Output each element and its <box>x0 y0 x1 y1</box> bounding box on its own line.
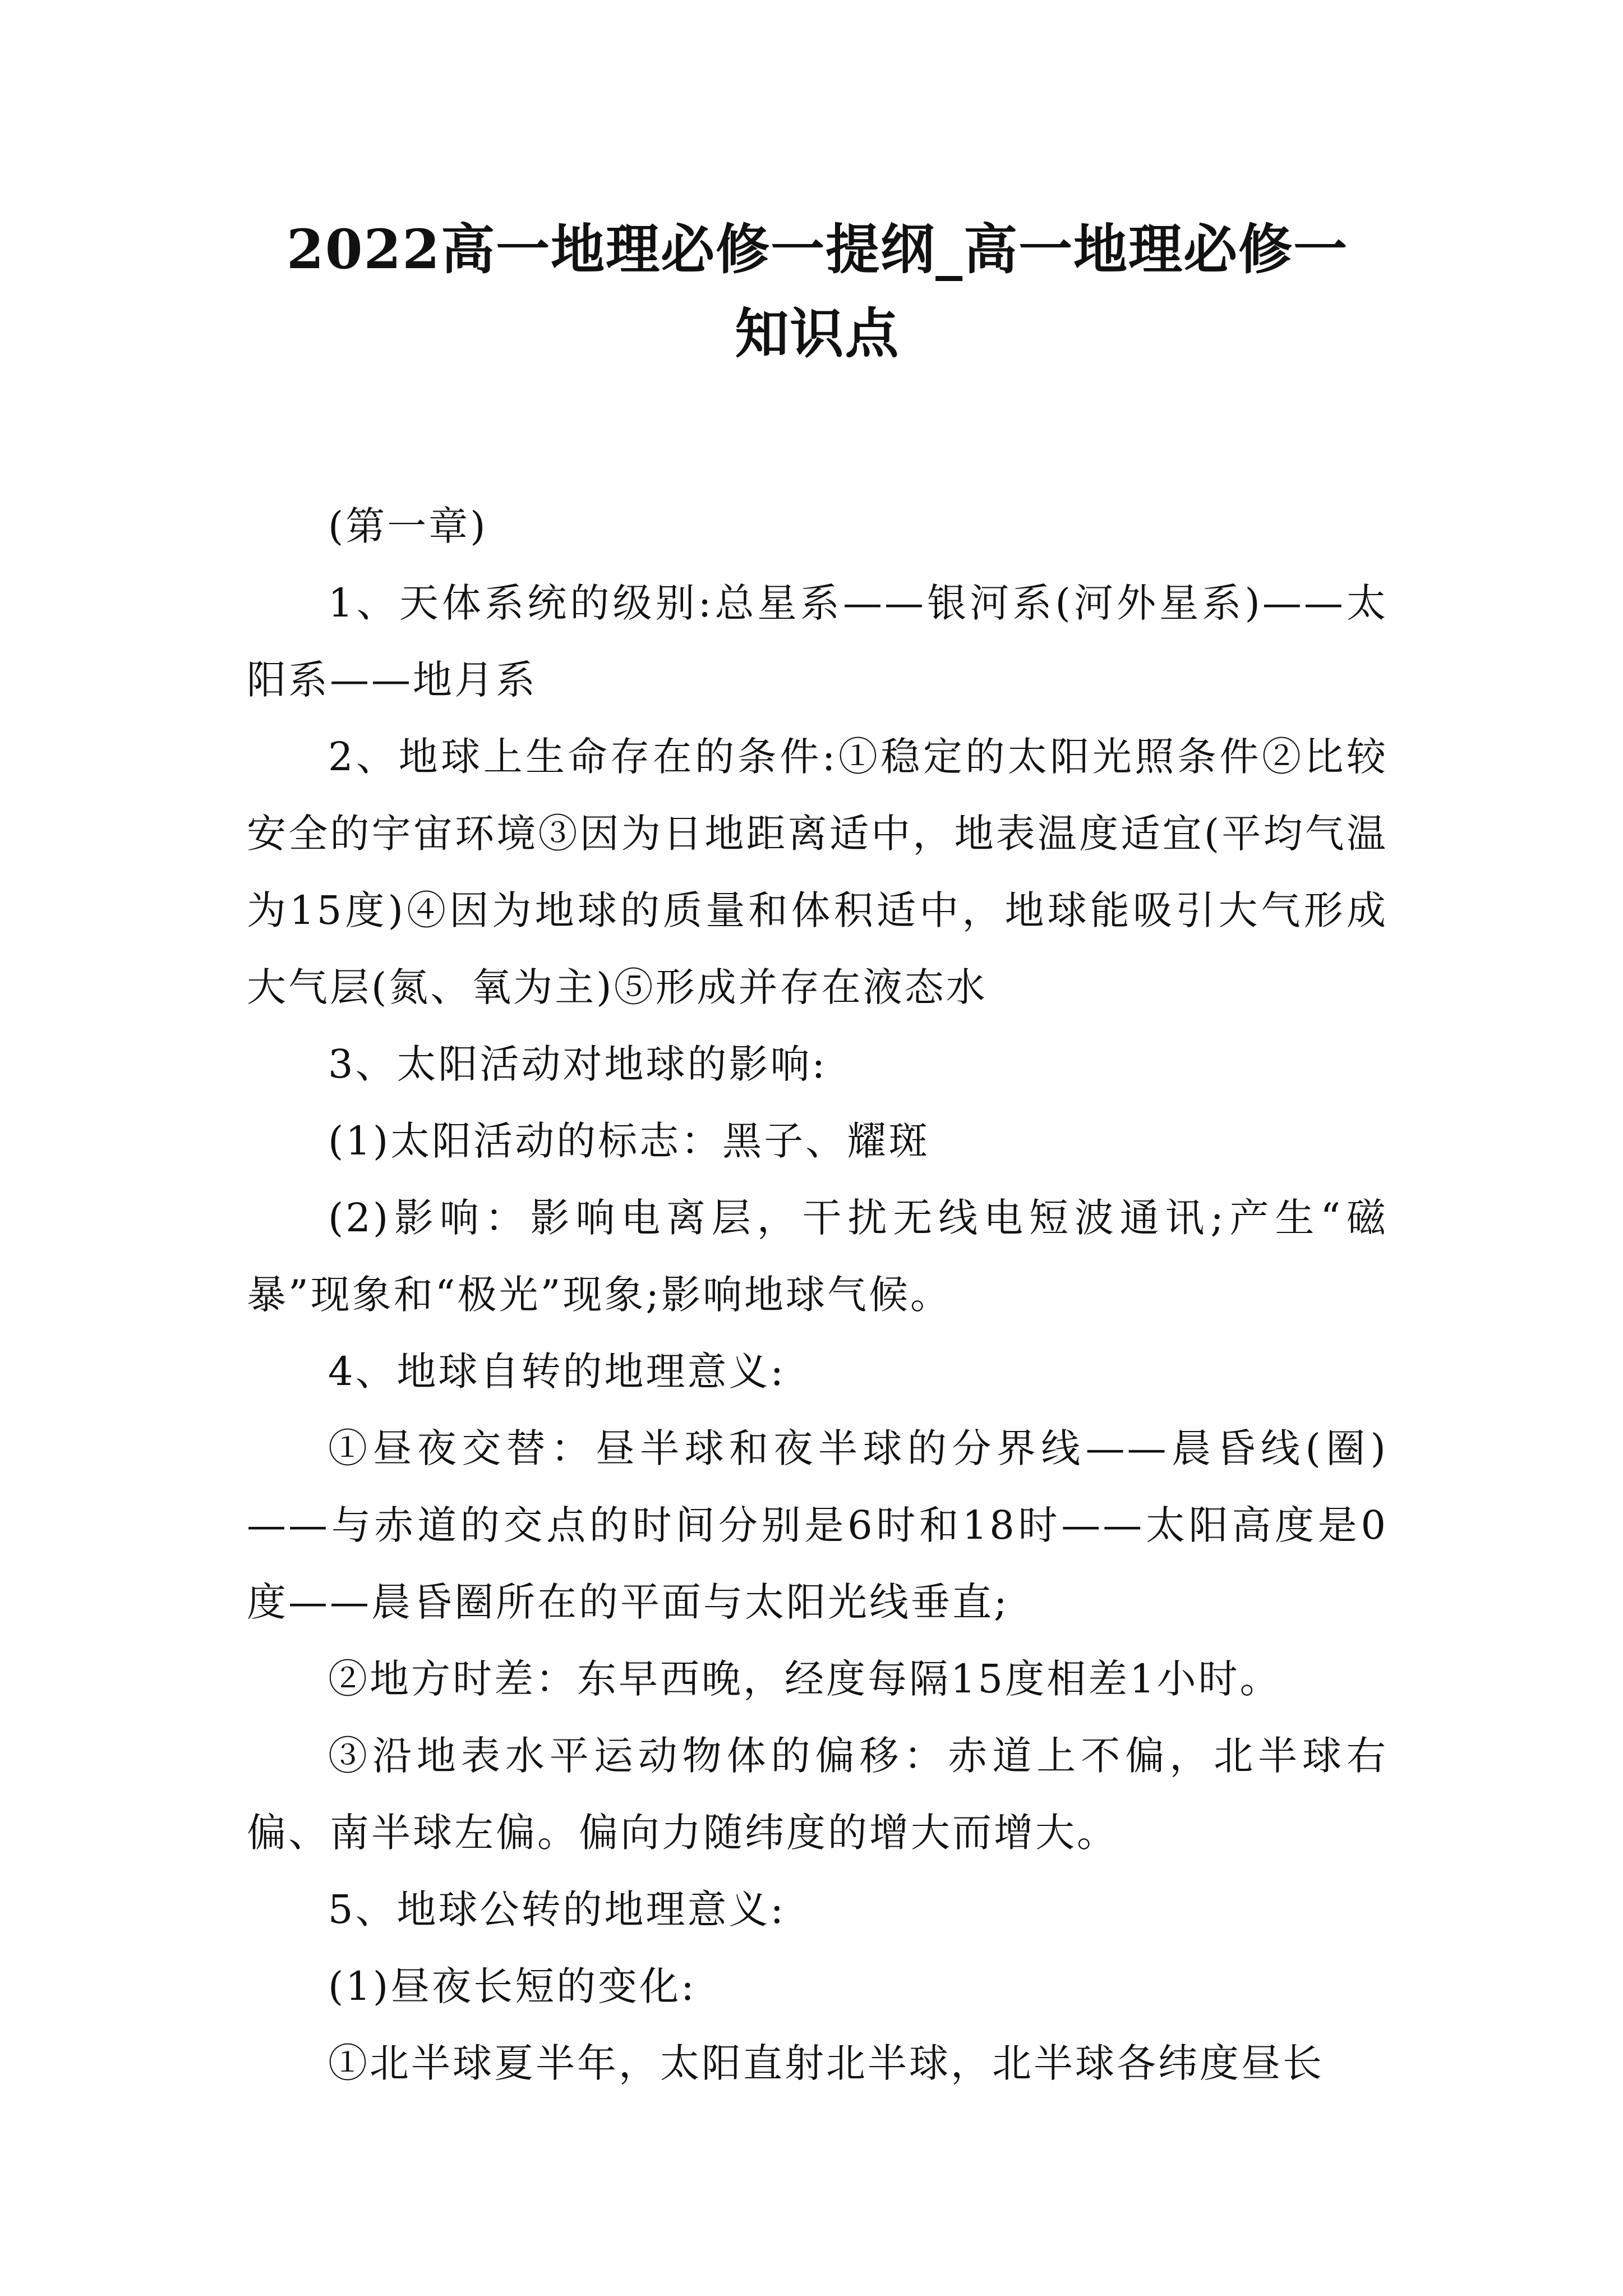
title-line-2: 知识点 <box>735 302 900 365</box>
document-title <box>247 208 1388 376</box>
paragraph-northern-summer: ①北半球夏半年，太阳直射北半球，北半球各纬度昼长 <box>328 2040 1324 2086</box>
title-line-1: 2022高一地理必修一提纲_高一地理必修一 <box>286 218 1349 281</box>
paragraph-deflection: ③沿地表水平运动物体的偏移：赤道上不偏，北半球右偏、南半球左偏。偏向力随纬度的增大而增大。 <box>247 1733 1388 1856</box>
chapter-heading: (第一章) <box>328 503 488 549</box>
paragraph-revolution-heading: 5、地球公转的地理意义: <box>328 1887 786 1932</box>
paragraph-solar-activity-effects: (2)影响：影响电离层，干扰无线电短波通讯;产生“磁暴”现象和“极光”现象;影响地球气候。 <box>247 1195 1388 1318</box>
paragraph-day-night: ①昼夜交替：昼半球和夜半球的分界线——晨昏线(圈)——与赤道的交点的时间分别是6时和18时——太阳高度是0度——晨昏圈所在的平面与太阳光线垂直; <box>247 1425 1388 1625</box>
document-body <box>247 488 1388 2102</box>
paragraph-celestial-systems: 1、天体系统的级别:总星系——银河系(河外星系)——太阳系——地月系 <box>247 580 1388 703</box>
paragraph-solar-activity-signs: (1)太阳活动的标志：黑子、耀斑 <box>328 1118 930 1164</box>
paragraph-rotation-heading: 4、地球自转的地理意义: <box>328 1349 786 1395</box>
paragraph-day-length-heading: (1)昼夜长短的变化: <box>328 1963 697 2009</box>
document-page <box>247 208 1388 2102</box>
paragraph-solar-activity-heading: 3、太阳活动对地球的影响: <box>328 1041 828 1087</box>
paragraph-life-conditions: 2、地球上生命存在的条件:①稳定的太阳光照条件②比较安全的宇宙环境③因为日地距离适中，地表温度适宜(平均气温为15度)④因为地球的质量和体积适中，地球能吸引大气形成大气层(氮、氧为主)⑤形成并存在液态水 <box>247 734 1388 1010</box>
paragraph-local-time: ②地方时差：东早西晚，经度每隔15度相差1小时。 <box>328 1656 1281 1702</box>
